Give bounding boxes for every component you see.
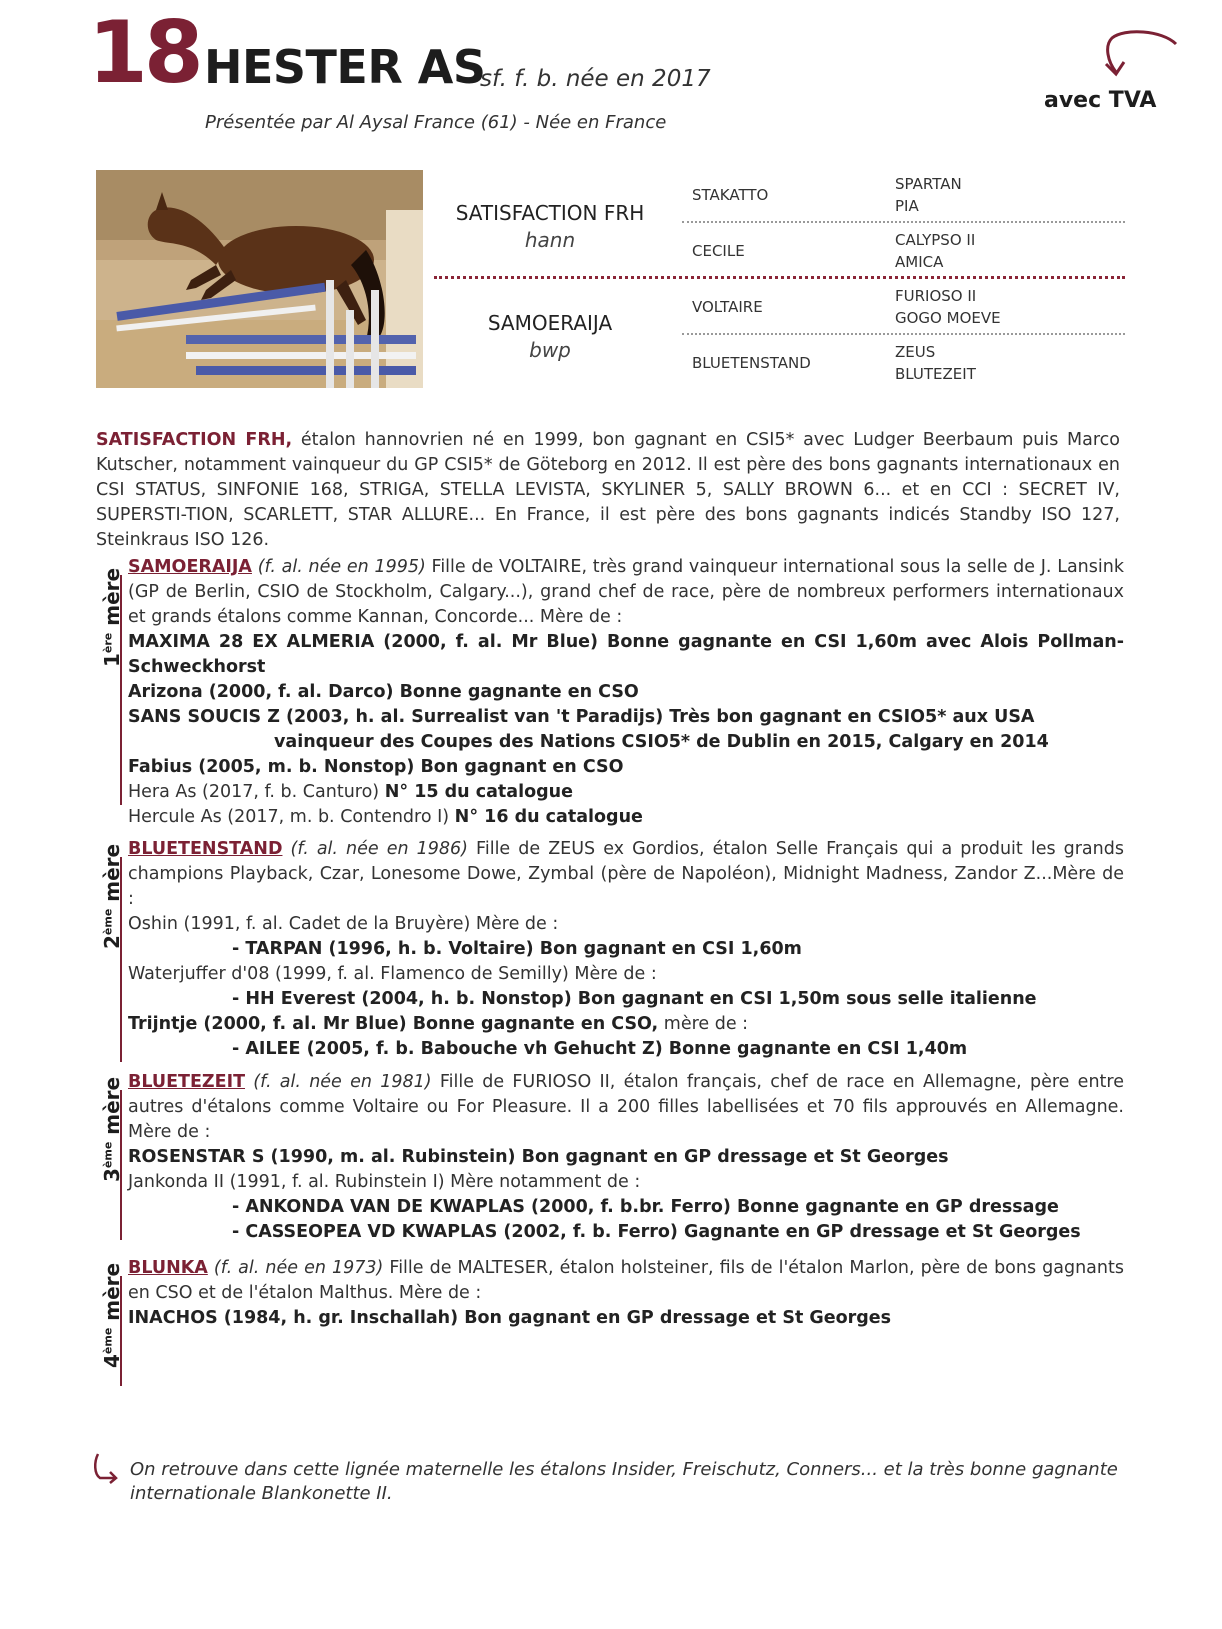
dam-name-title: SAMOERAIJA xyxy=(128,557,252,577)
offspring-line: INACHOS (1984, h. gr. Inschallah) Bon gagnant en GP dressage et St Georges xyxy=(128,1308,892,1328)
offspring-line: vainqueur des Coupes des Nations CSIO5* de Dublin en 2015, Calgary en 2014 xyxy=(274,732,1049,752)
second-dam-section xyxy=(88,837,1124,1059)
dam-intro: Fille de VOLTAIRE, très grand vainqueur international sous la selle de J. Lansink (GP de Berlin, CSIO de Stockholm, Calgary...), grand chef de race, père de nombreux performers internationaux et grands étalons comme Kannan, Concorde... Mère de : xyxy=(128,557,1124,627)
sire-name: SATISFACTION FRH xyxy=(455,201,645,225)
ggp-2: PIA xyxy=(895,197,919,215)
sire-sire: STAKATTO xyxy=(692,186,769,204)
fourth-dam-label: 4ème mère xyxy=(100,1262,124,1368)
dam-name-title: BLUNKA xyxy=(128,1258,208,1278)
offspring-line: Fabius (2005, m. b. Nonstop) Bon gagnant en CSO xyxy=(128,757,624,777)
sire-description xyxy=(96,428,1120,553)
offspring-line: Hercule As (2017, m. b. Contendro I) N° 16 du catalogue xyxy=(128,807,643,827)
horse-name: HESTER AS xyxy=(204,40,486,94)
offspring-line: - HH Everest (2004, h. b. Nonstop) Bon gagnant en CSI 1,50m sous selle italienne xyxy=(232,989,1037,1009)
vat-label: avec TVA xyxy=(1044,88,1157,113)
pedigree-divider-main xyxy=(434,276,1125,279)
presenter-line: Présentée par Al Aysal France (61) - Née en France xyxy=(205,112,667,133)
offspring-line: - AILEE (2005, f. b. Babouche vh Gehucht Z) Bonne gagnante en CSI 1,40m xyxy=(232,1039,968,1059)
pedigree-divider xyxy=(682,333,1125,335)
offspring-line: - TARPAN (1996, h. b. Voltaire) Bon gagnant en CSI 1,60m xyxy=(232,939,802,959)
dam-name: SAMOERAIJA xyxy=(487,311,613,335)
offspring-line: - CASSEOPEA VD KWAPLAS (2002, f. b. Ferro) Gagnante en GP dressage et St Georges xyxy=(232,1222,1081,1242)
offspring-line: ROSENSTAR S (1990, m. al. Rubinstein) Bon gagnant en GP dressage et St Georges xyxy=(128,1147,949,1167)
dam-intro: Fille de FURIOSO II, étalon français, chef de race en Allemagne, père entre autres d'étalons comme Voltaire ou For Pleasure. Il a 200 filles labellisées et 70 fils approuvés en Allemagne. Mère de : xyxy=(128,1072,1124,1142)
lot-number: 18 xyxy=(88,3,200,103)
sire-studbook: hann xyxy=(524,228,576,252)
dam-info: (f. al. née en 1995) xyxy=(257,557,426,577)
offspring-line: Hera As (2017, f. b. Canturo) N° 15 du catalogue xyxy=(128,782,573,802)
first-dam-label: 1ère mère xyxy=(100,567,124,667)
sire-name-inline: SATISFACTION FRH, xyxy=(96,430,293,450)
dam-name-title: BLUETENSTAND xyxy=(128,839,283,859)
ggp-6: GOGO MOEVE xyxy=(895,309,1001,327)
offspring-line: Trijntje (2000, f. al. Mr Blue) Bonne gagnante en CSO, mère de : xyxy=(128,1014,749,1034)
ggp-1: SPARTAN xyxy=(895,175,962,193)
dam-studbook: bwp xyxy=(529,338,571,362)
offspring-line: SANS SOUCIS Z (2003, h. al. Surrealist van 't Paradijs) Très bon gagnant en CSIO5* aux USA xyxy=(128,707,1035,727)
offspring-line: MAXIMA 28 EX ALMERIA (2000, f. al. Mr Blue) Bonne gagnante en CSI 1,60m avec Alois Pollman-Schweckhorst xyxy=(128,632,1124,677)
dam-info: (f. al. née en 1981) xyxy=(253,1072,432,1092)
third-dam-label: 3ème mère xyxy=(100,1076,124,1182)
dam-intro: Fille de MALTESER, étalon holsteiner, fils de l'étalon Marlon, père de bons gagnants en CSO et de l'étalon Malthus. Mère de : xyxy=(128,1258,1124,1303)
offspring-line: Jankonda II (1991, f. al. Rubinstein I) Mère notamment de : xyxy=(128,1172,641,1192)
offspring-line: Waterjuffer d'08 (1999, f. al. Flamenco de Semilly) Mère de : xyxy=(128,964,657,984)
sire-text: étalon hannovrien né en 1999, bon gagnant en CSI5* avec Ludger Beerbaum puis Marco Kutscher, notamment vainqueur du GP CSI5* de Göteborg en 2012. Il est père des bons gagnants internationaux en CSI STATUS, SINFONIE 168, STRIGA, STELLA LEVISTA, SKYLINER 5, SALLY BROWN 6... et en CCI : SECRET IV, SUPERSTI-TION, SCARLETT, STAR ALLURE... En France, il est père des bons gagnants indicés Standby ISO 127, Steinkraus ISO 126. xyxy=(96,430,1120,550)
horse-photo xyxy=(96,170,423,388)
fourth-dam-section xyxy=(88,1256,1123,1376)
dam-intro: Fille de ZEUS ex Gordios, étalon Selle Français qui a produit les grands champions Playback, Czar, Lonesome Dowe, Zymbal (père de Napoléon), Midnight Madness, Zandor Z...Mère de : xyxy=(128,839,1124,909)
offspring-line: Oshin (1991, f. al. Cadet de la Bruyère) Mère de : xyxy=(128,914,559,934)
ggp-3: CALYPSO II xyxy=(895,231,976,249)
horse-description: sf. f. b. née en 2017 xyxy=(480,66,711,92)
dam-info: (f. al. née en 1973) xyxy=(213,1258,384,1278)
offspring-line: - ANKONDA VAN DE KWAPLAS (2000, f. b.br. Ferro) Bonne gagnante en GP dressage xyxy=(232,1197,1059,1217)
dam-info: (f. al. née en 1986) xyxy=(290,839,468,859)
maternal-line-note: On retrouve dans cette lignée maternelle les étalons Insider, Freischutz, Conners... et la très bonne gagnante internationale Blankonette II. xyxy=(130,1459,1118,1504)
first-dam-section xyxy=(88,555,1124,827)
offspring-line: Arizona (2000, f. al. Darco) Bonne gagnante en CSO xyxy=(128,682,639,702)
ggp-5: FURIOSO II xyxy=(895,287,977,305)
second-dam-label: 2ème mère xyxy=(100,843,124,949)
ggp-4: AMICA xyxy=(895,253,944,271)
dam-name-title: BLUETEZEIT xyxy=(128,1072,246,1092)
curved-arrow-icon xyxy=(92,1452,120,1484)
dam-sire: VOLTAIRE xyxy=(692,298,763,316)
curved-arrow-icon xyxy=(1104,28,1180,84)
ggp-8: BLUTEZEIT xyxy=(895,365,976,383)
dam-dam: BLUETENSTAND xyxy=(692,354,811,372)
third-dam-section xyxy=(88,1070,1124,1242)
sire-dam: CECILE xyxy=(692,242,745,260)
pedigree-divider xyxy=(682,221,1125,223)
ggp-7: ZEUS xyxy=(895,343,936,361)
